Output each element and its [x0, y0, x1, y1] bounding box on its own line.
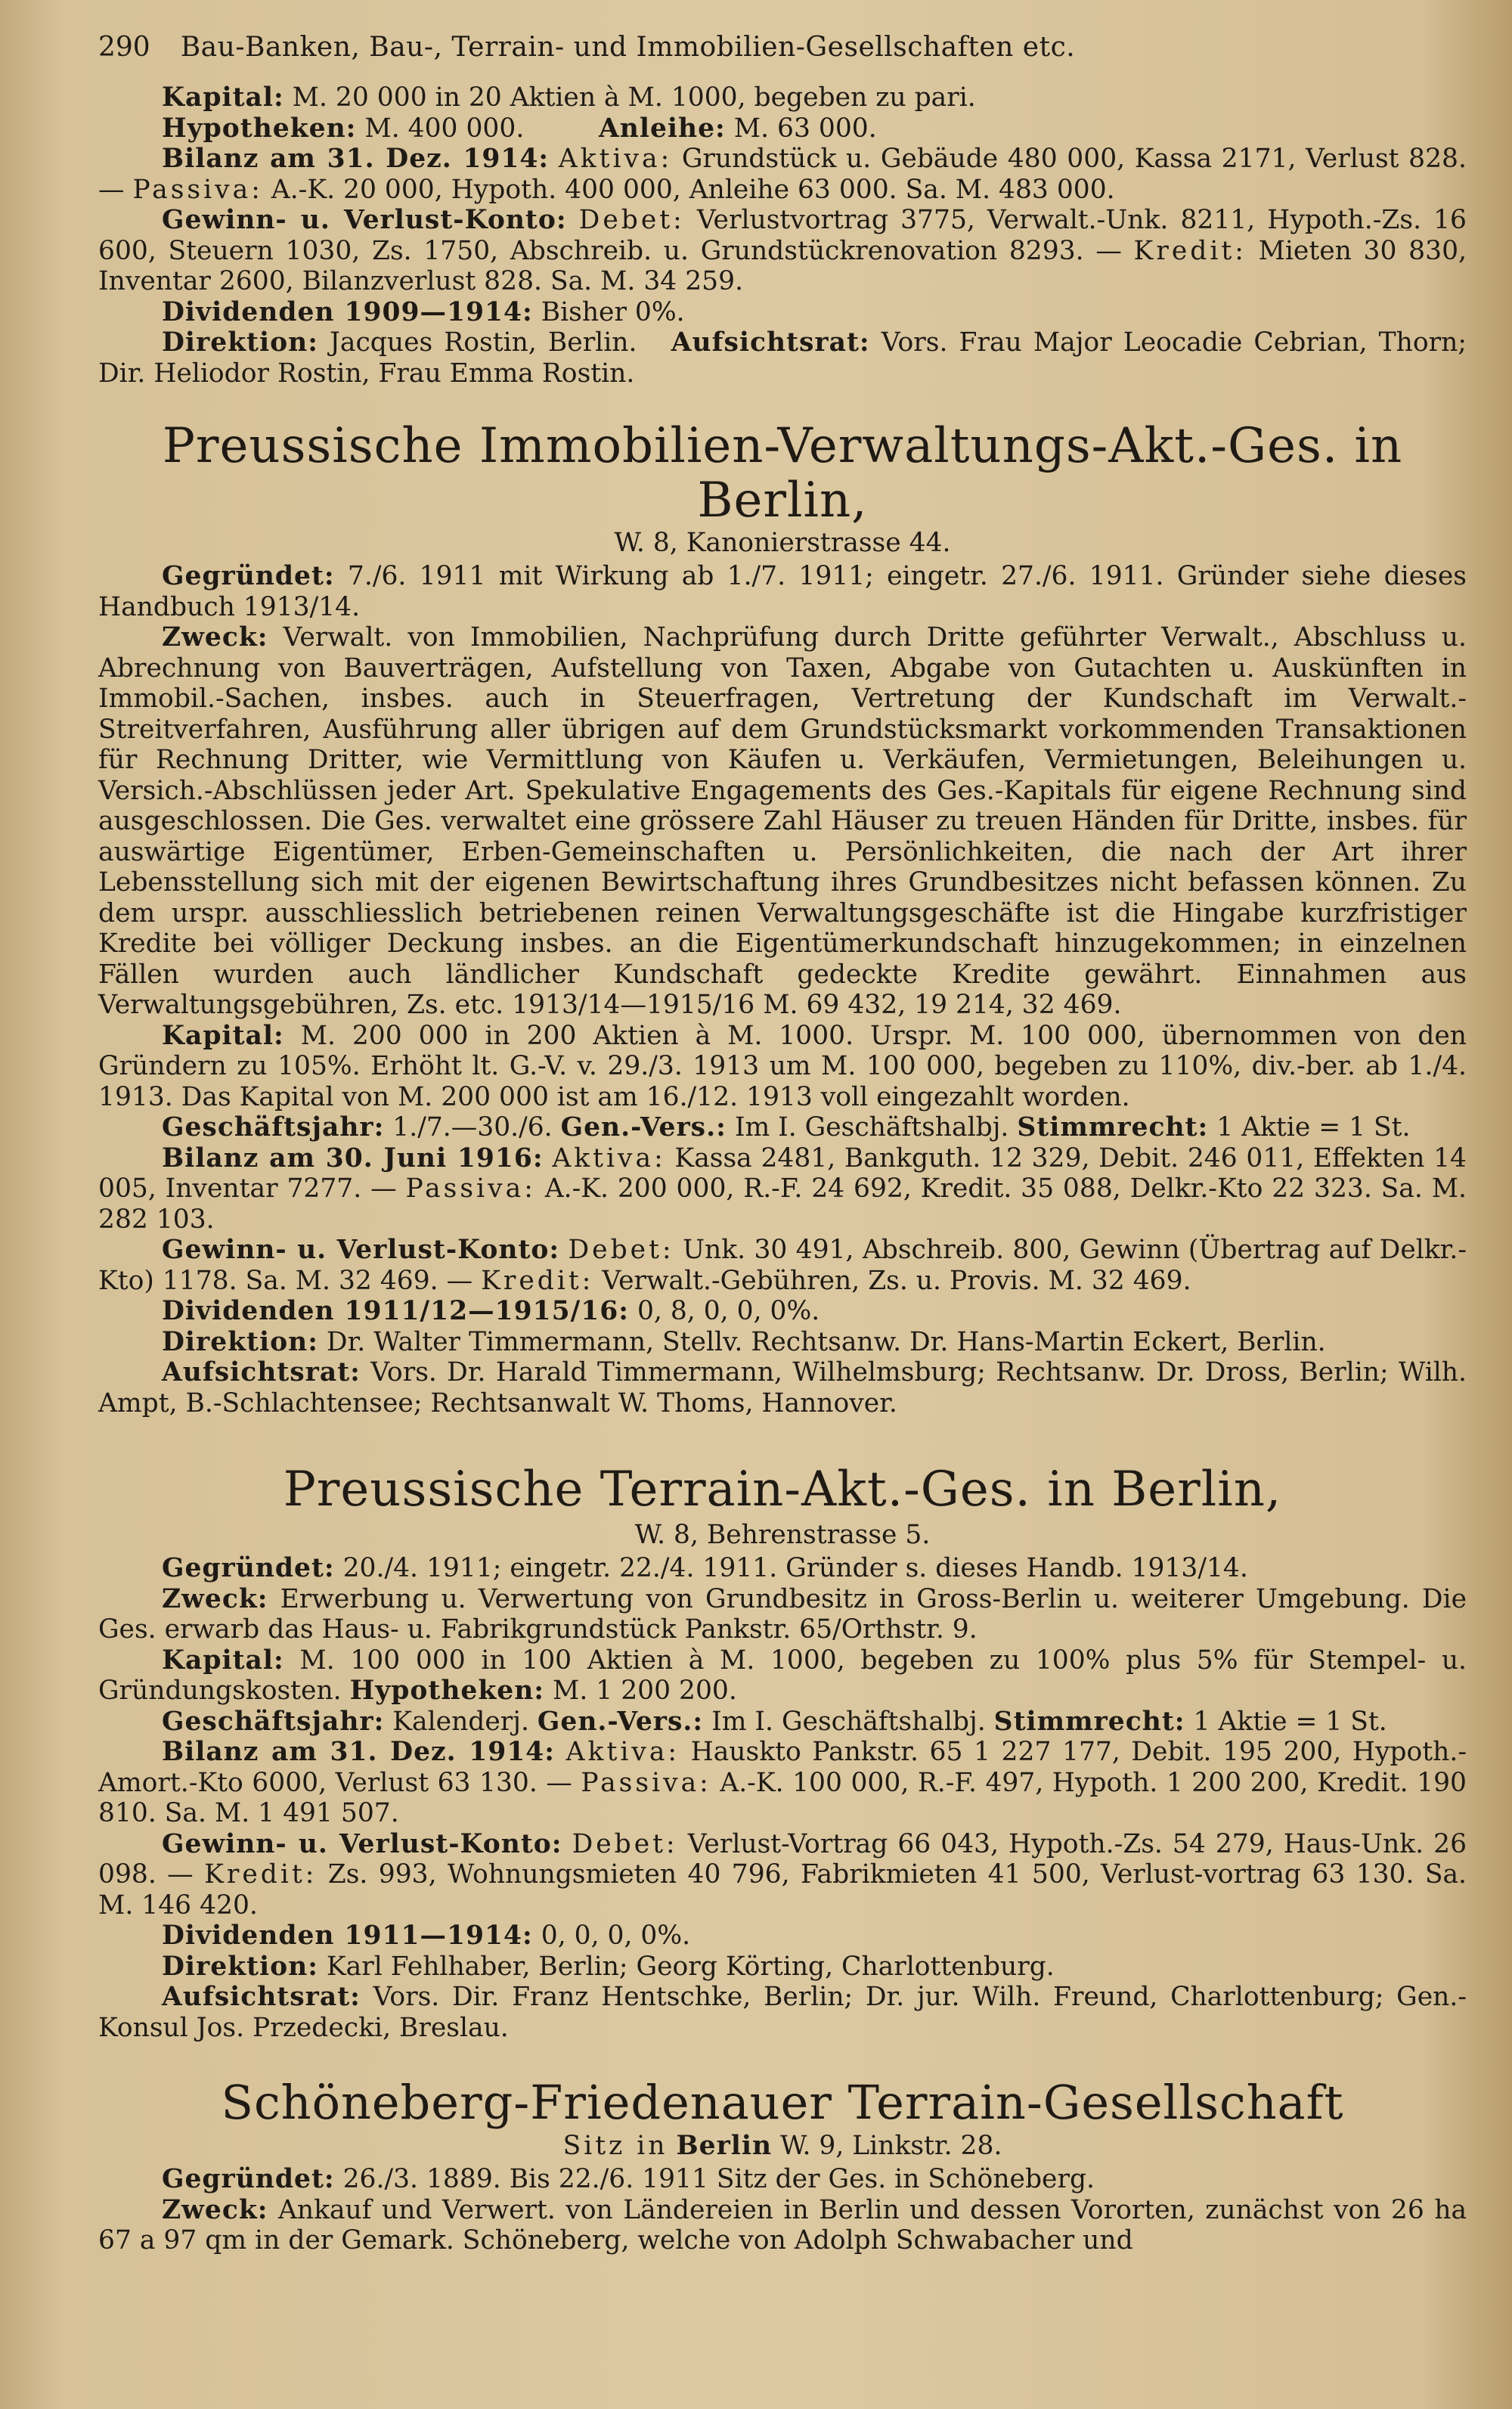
company1-direktion: Direktion: Dr. Walter Timmermann, Stellv. Rechtsanw. Dr. Hans-Martin Eckert, Berlin.: [162, 1326, 1326, 1357]
company1-guv: Gewinn- u. Verlust-Konto: Debet: Unk. 30 491, Abschreib. 800, Gewinn (Übertrag auf Delkr.-Kto) 1178. Sa. M. 32 469. — Kredit: Verwalt.-Gebühren, Zs. u. Provis. M. 32 469.: [98, 1235, 1467, 1296]
page-header: [98, 32, 1467, 63]
company1-kapital: Kapital: M. 200 000 in 200 Aktien à M. 1000. Urspr. M. 100 000, übernommen von den Gründern zu 105%. Erhöht lt. G.-V. v. 29./3. 1913 um M. 100 000, begeben zu 110%, div.-ber. ab 1./4. 1913. Das Kapital von M. 200 000 ist am 16./12. 1913 voll eingezahlt worden.: [98, 1020, 1467, 1112]
company1-title: Preussische Immobilien-Verwaltungs-Akt.-Ges. in Berlin,: [162, 418, 1403, 529]
company2-dividenden: Dividenden 1911—1914: 0, 0, 0, 0%.: [162, 1921, 691, 1951]
top-dividenden: Dividenden 1909—1914: Bisher 0%.: [162, 296, 685, 327]
company2-geschaeftsjahr: Geschäftsjahr: Kalenderj. Gen.-Vers.: Im I. Geschäftshalbj. Stimmrecht: 1 Aktie = 1 St.: [162, 1706, 1387, 1737]
company2-kapital: Kapital: M. 100 000 in 100 Aktien à M. 1000, begeben zu 100% plus 5% für Stempel- u. Gründungskosten. Hypotheken: M. 1 200 200.: [98, 1645, 1467, 1706]
top-direktion: Direktion: Jacques Rostin, Berlin. Aufsichtsrat: Vors. Frau Major Leocadie Cebrian, Thorn; Dir. Heliodor Rostin, Frau Emma Rostin.: [98, 327, 1467, 389]
top-bilanz: Bilanz am 31. Dez. 1914: Aktiva: Grundstück u. Gebäude 480 000, Kassa 2171, Verlust 828. — Passiva: A.-K. 20 000, Hypoth. 400 000, Anleihe 63 000. Sa. M. 483 000.: [98, 144, 1467, 205]
company2-zweck: Zweck: Erwerbung u. Verwertung von Grundbesitz in Gross-Berlin u. weiterer Umgebung. Die Ges. erwarb das Haus- u. Fabrikgrundstück Pankstr. 65/Orthstr. 9.: [98, 1583, 1467, 1645]
company3-gegruendet: Gegründet: 26./3. 1889. Bis 22./6. 1911 Sitz der Ges. in Schöneberg.: [162, 2164, 1095, 2194]
company1-geschaeftsjahr: Geschäftsjahr: 1./7.—30./6. Gen.-Vers.: Im I. Geschäftshalbj. Stimmrecht: 1 Aktie = 1 St.: [162, 1112, 1411, 1142]
company1-bilanz: Bilanz am 30. Juni 1916: Aktiva: Kassa 2481, Bankguth. 12 329, Debit. 246 011, Effekten 14 005, Inventar 7277. — Passiva: A.-K. 200 000, R.-F. 24 692, Kredit. 35 088, Delkr.-Kto 22 323. Sa. M. 282 103.: [98, 1142, 1467, 1235]
company2-title: Preussische Terrain-Akt.-Ges. in Berlin,: [283, 1462, 1282, 1518]
top-guv: Gewinn- u. Verlust-Konto: Debet: Verlustvortrag 3775, Verwalt.-Unk. 8211, Hypoth.-Zs. 16 600, Steuern 1030, Zs. 1750, Abschreib. u. Grundstückrenovation 8293. — Kredit: Mieten 30 830, Inventar 2600, Bilanzverlust 828. Sa. M. 34 259.: [98, 205, 1467, 296]
company2-gegruendet: Gegründet: 20./4. 1911; eingetr. 22./4. 1911. Gründer s. dieses Handb. 1913/14.: [162, 1553, 1248, 1583]
top-kapital: Kapital: M. 20 000 in 20 Aktien à M. 1000, begeben zu pari.: [162, 82, 976, 113]
company2-aufsichtsrat: Aufsichtsrat: Vors. Dir. Franz Hentschke, Berlin; Dr. jur. Wilh. Freund, Charlottenburg; Gen.-Konsul Jos. Przedecki, Breslau.: [98, 1982, 1467, 2043]
company3-seat: Sitz in Berlin W. 9, Linkstr. 28.: [562, 2131, 1002, 2161]
top-hypotheken: Hypotheken: M. 400 000. Anleihe: M. 63 000.: [162, 113, 877, 144]
company3-zweck: Zweck: Ankauf und Verwert. von Ländereien in Berlin und dessen Vororten, zunächst von 26 ha 67 a 97 qm in der Gemark. Schöneberg, welche von Adolph Schwabacher und: [98, 2194, 1467, 2256]
company1-address: W. 8, Kanonierstrasse 44.: [614, 528, 951, 558]
company3-title: Schöneberg-Friedenauer Terrain-Gesellschaft: [221, 2075, 1344, 2130]
company2-guv: Gewinn- u. Verlust-Konto: Debet: Verlust-Vortrag 66 043, Hypoth.-Zs. 54 279, Haus-Unk. 26 098. — Kredit: Zs. 993, Wohnungsmieten 40 796, Fabrikmieten 41 500, Verlust-vortrag 63 130. Sa. M. 146 420.: [98, 1828, 1467, 1921]
running-title: Bau-Banken, Bau-, Terrain- und Immobilien-Gesellschaften etc.: [180, 32, 1076, 63]
company1-zweck: Zweck: Verwalt. von Immobilien, Nachprüfung durch Dritte geführter Verwalt., Abschluss u. Abrechnung von Bauverträgen, Aufstellung von Taxen, Abgabe von Gutachten u. Auskünften in Immobil.-Sachen, insbes. auch in Steuerfragen, Vertretung der Kundschaft im Verwalt.-Streitverfahren, Ausführung aller übrigen auf dem Grundstücksmarkt vorkommenden Transaktionen für Rechnung Dritter, wie Vermittlung von Käufen u. Verkäufen, Vermietungen, Beleihungen u. Versich.-Abschlüssen jeder Art. Spekulative Engagements des Ges.-Kapitals für eigene Rechnung sind ausgeschlossen. Die Ges. verwaltet eine grössere Zahl Häuser zu treuen Händen für Dritte, insbes. für auswärtige Eigentümer, Erben-Gemeinschaften u. Persönlichkeiten, die nach der Art ihrer Lebensstellung sich mit der eigenen Bewirtschaftung ihres Grundbesitzes nicht befassen können. Zu dem urspr. ausschliesslich betriebenen reinen Verwaltungsgeschäfte ist die Hingabe kurzfristiger Kredite bei völliger Deckung insbes. an die Eigentümerkundschaft hinzugekommen; in einzelnen Fällen wurden auch ländlicher Kundschaft gedeckte Kredite gewährt. Einnahmen aus Verwaltungsgebühren, Zs. etc. 1913/14—1915/16 M. 69 432, 19 214, 32 469.: [98, 622, 1467, 1020]
company1-gegruendet: Gegründet: 7./6. 1911 mit Wirkung ab 1./7. 1911; eingetr. 27./6. 1911. Gründer siehe dieses Handbuch 1913/14.: [98, 561, 1467, 622]
page-number: 290: [98, 32, 150, 63]
company2-direktion: Direktion: Karl Fehlhaber, Berlin; Georg Körting, Charlottenburg.: [162, 1951, 1055, 1982]
company1-dividenden: Dividenden 1911/12—1915/16: 0, 8, 0, 0, 0%.: [162, 1296, 820, 1326]
company2-bilanz: Bilanz am 31. Dez. 1914: Aktiva: Hauskto Pankstr. 65 1 227 177, Debit. 195 200, Hypoth.-Amort.-Kto 6000, Verlust 63 130. — Passiva: A.-K. 100 000, R.-F. 497, Hypoth. 1 200 200, Kredit. 190 810. Sa. M. 1 491 507.: [98, 1737, 1467, 1828]
company2-address: W. 8, Behrenstrasse 5.: [634, 1520, 931, 1550]
company1-aufsichtsrat: Aufsichtsrat: Vors. Dr. Harald Timmermann, Wilhelmsburg; Rechtsanw. Dr. Dross, Berlin; Wilh. Ampt, B.-Schlachtensee; Rechtsanwalt W. Thoms, Hannover.: [98, 1357, 1467, 1418]
